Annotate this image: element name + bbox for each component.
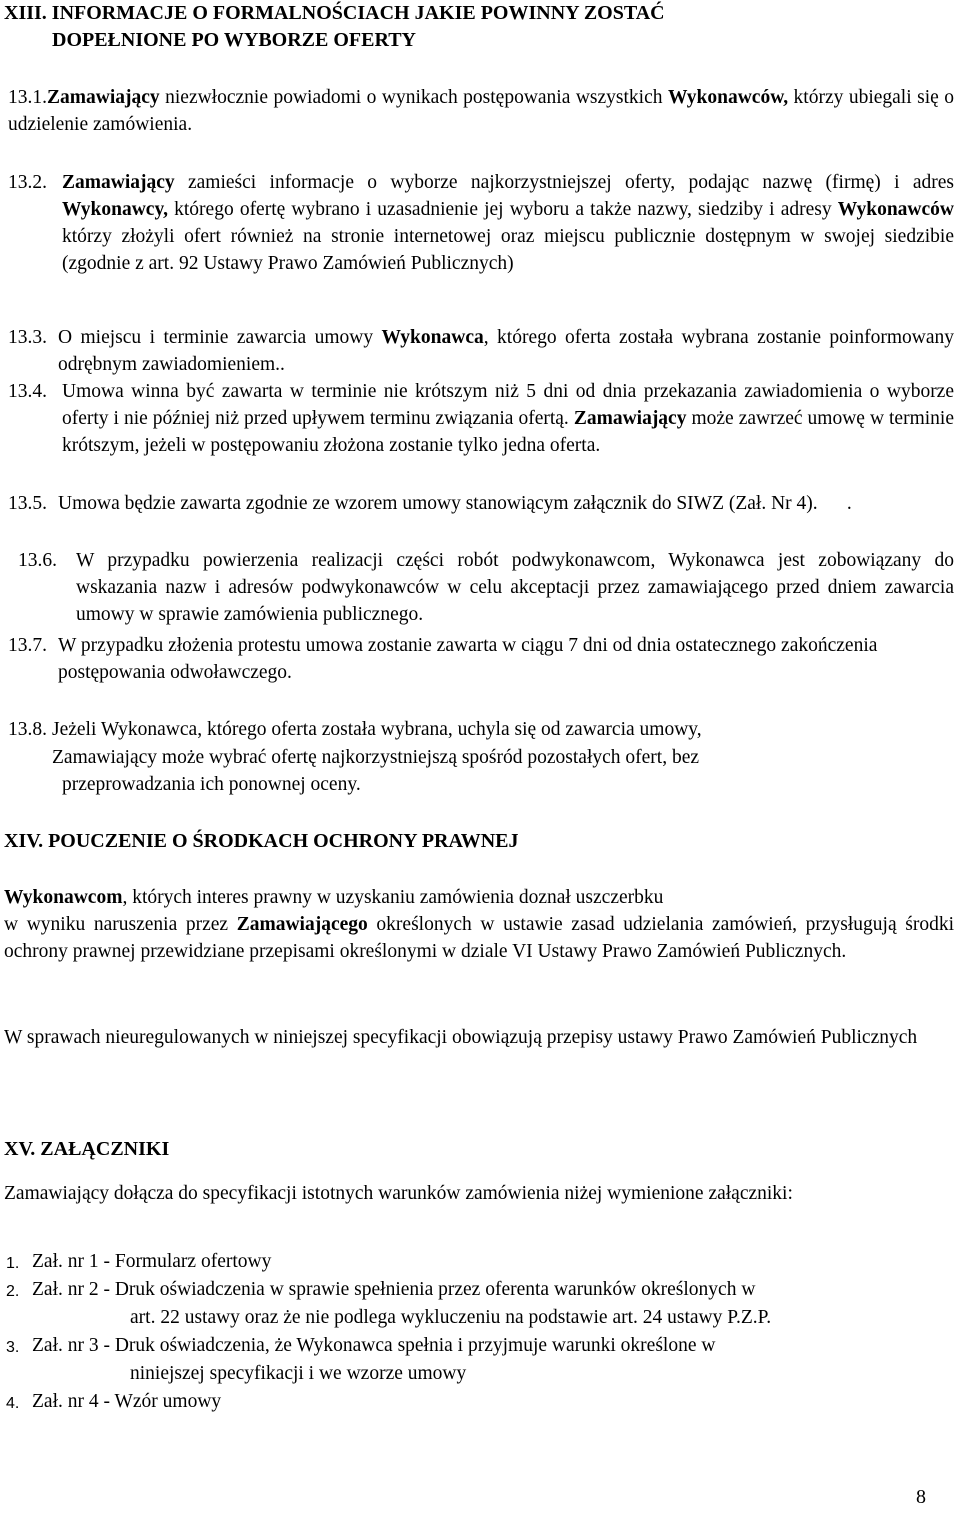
paragraph-13-2 bbox=[62, 169, 954, 277]
list-item-text-continued: niniejszej specyfikacji i we wzorze umowy bbox=[130, 1363, 467, 1384]
section-14-heading: XIV. POUCZENIE O ŚRODKACH OCHRONY PRAWNEJ bbox=[4, 830, 519, 852]
list-item-number: 1. bbox=[6, 1255, 20, 1272]
section-14-paragraph-1 bbox=[4, 884, 954, 965]
paragraph-13-8-number: 13.8. bbox=[8, 719, 47, 740]
list-item-text: Zał. nr 1 - Formularz ofertowy bbox=[32, 1251, 272, 1272]
paragraph-text: , których interes prawny w uzyskaniu zamówienia doznał uszczerbku bbox=[122, 887, 664, 908]
paragraph-text: W przypadku powierzenia realizacji części robót podwykonawcom, Wykonawca jest zobowiązany do wskazania nazw i adresów podwykonawców w celu akceptacji przez zamawiającego przed dniem zawarcia umowy w sprawie zamówienia publicznego. bbox=[76, 550, 954, 625]
section-14-paragraph-2: W sprawach nieuregulowanych w niniejszej specyfikacji obowiązują przepisy ustawy Prawo Zamówień Publicznych bbox=[4, 1027, 918, 1048]
paragraph-13-4 bbox=[62, 378, 954, 459]
bold-term: Zamawiający bbox=[62, 172, 175, 193]
paragraph-text: , którego oferta została wybrana zostanie poinformowany odrębnym zawiadomieniem.. bbox=[58, 327, 954, 375]
bold-term: Zamawiającego bbox=[236, 914, 368, 935]
paragraph-text: O miejscu i terminie zawarcia umowy bbox=[58, 327, 382, 348]
paragraph-13-3-number: 13.3. bbox=[8, 327, 47, 348]
paragraph-13-2-number: 13.2. bbox=[8, 172, 47, 193]
paragraph-13-6-number: 13.6. bbox=[18, 550, 57, 571]
paragraph-text: niezwłocznie powiadomi o wynikach postępowania wszystkich bbox=[159, 87, 668, 108]
section-13-heading-line1: XIII. INFORMACJE O FORMALNOŚCIACH JAKIE POWINNY ZOSTAĆ bbox=[4, 2, 665, 24]
section-13-heading-line2: DOPEŁNIONE PO WYBORZE OFERTY bbox=[52, 29, 416, 51]
list-item-text: Zał. nr 4 - Wzór umowy bbox=[32, 1391, 222, 1412]
paragraph-13-5-number: 13.5. bbox=[8, 493, 47, 514]
paragraph-line bbox=[4, 884, 954, 911]
list-item-text: Zał. nr 2 - Druk oświadczenia w sprawie spełnienia przez oferenta warunków określonych w bbox=[32, 1279, 756, 1300]
bold-term: Wykonawców, bbox=[667, 87, 789, 108]
paragraph-text: którzy ubiegali się o udzielenie zamówienia. bbox=[8, 87, 954, 135]
list-item-text: Zał. nr 3 - Druk oświadczenia, że Wykonawca spełnia i przyjmuje warunki określone w bbox=[32, 1335, 716, 1356]
paragraph-13-6 bbox=[76, 547, 954, 628]
bold-term: Wykonawcom bbox=[4, 887, 123, 908]
paragraph-text: Umowa winna być zawarta w terminie nie krótszym niż 5 dni od dnia przekazania zawiadomienia o wyborze oferty i nie później niż przed upływem terminu związania ofertą. bbox=[62, 381, 954, 429]
paragraph-text: którego ofertę wybrano i uzasadnienie jej wyboru a także nazwy, siedziby i adresy bbox=[168, 199, 838, 220]
bold-term: Wykonawcy, bbox=[62, 199, 169, 220]
paragraph-13-5 bbox=[58, 490, 954, 517]
paragraph-13-3 bbox=[58, 324, 954, 378]
paragraph-13-7-number: 13.7. bbox=[8, 635, 47, 656]
paragraph-text: którzy złożyli ofert również na stronie internetowej oraz miejscu publicznie dostępnym w swojej siedzibie (zgodnie z art. 92 Ustawy Prawo Zamówień Publicznych) bbox=[62, 226, 954, 274]
paragraph-number: 13.1. bbox=[8, 87, 47, 108]
paragraph-13-7 bbox=[58, 632, 954, 686]
page-number: 8 bbox=[916, 1486, 926, 1508]
paragraph-text: w wyniku naruszenia przez bbox=[4, 914, 237, 935]
paragraph-13-8-line2: Zamawiający może wybrać ofertę najkorzystniejszą spośród pozostałych ofert, bez bbox=[52, 747, 700, 768]
paragraph-text: zamieści informacje o wyborze najkorzystniejszej oferty, podając nazwę (firmę) i adres bbox=[174, 172, 954, 193]
section-13-heading bbox=[4, 0, 665, 54]
paragraph-line bbox=[4, 911, 954, 965]
paragraph-text: Umowa będzie zawarta zgodnie ze wzorem umowy stanowiącym załącznik do SIWZ (Zał. Nr 4). . bbox=[58, 493, 852, 514]
paragraph-text: może zawrzeć umowę w terminie krótszym, jeżeli w postępowaniu złożona zostanie tylko jedna oferta. bbox=[62, 408, 954, 456]
section-15-heading: XV. ZAŁĄCZNIKI bbox=[4, 1138, 170, 1160]
paragraph-13-8-line3: przeprowadzania ich ponownej oceny. bbox=[62, 774, 361, 795]
paragraph-text: W przypadku złożenia protestu umowa zostanie zawarta w ciągu 7 dni od dnia ostatecznego zakończenia postępowania odwoławczego. bbox=[58, 635, 878, 683]
paragraph-13-8-line1: Jeżeli Wykonawca, którego oferta została wybrana, uchyla się od zawarcia umowy, bbox=[52, 719, 702, 740]
list-item-number: 2. bbox=[6, 1283, 20, 1300]
paragraph-13-1 bbox=[8, 84, 954, 138]
bold-term: Zamawiający bbox=[573, 408, 687, 429]
section-15-intro: Zamawiający dołącza do specyfikacji istotnych warunków zamówienia niżej wymienione załączniki: bbox=[4, 1183, 793, 1204]
list-item-text-continued: art. 22 ustawy oraz że nie podlega wykluczeniu na podstawie art. 24 ustawy P.Z.P. bbox=[130, 1307, 772, 1328]
list-item-number: 4. bbox=[6, 1395, 20, 1412]
bold-term: Wykonawca bbox=[381, 327, 484, 348]
paragraph-13-4-number: 13.4. bbox=[8, 381, 47, 402]
paragraph-text: określonych w ustawie zasad udzielania zamówień, przysługują środki ochrony prawnej przewidziane przepisami określonymi w dziale VI Ustawy Prawo Zamówień Publicznych. bbox=[4, 914, 954, 962]
bold-term: Zamawiający bbox=[47, 87, 160, 108]
list-item-number: 3. bbox=[6, 1339, 20, 1356]
bold-term: Wykonawców bbox=[837, 199, 954, 220]
